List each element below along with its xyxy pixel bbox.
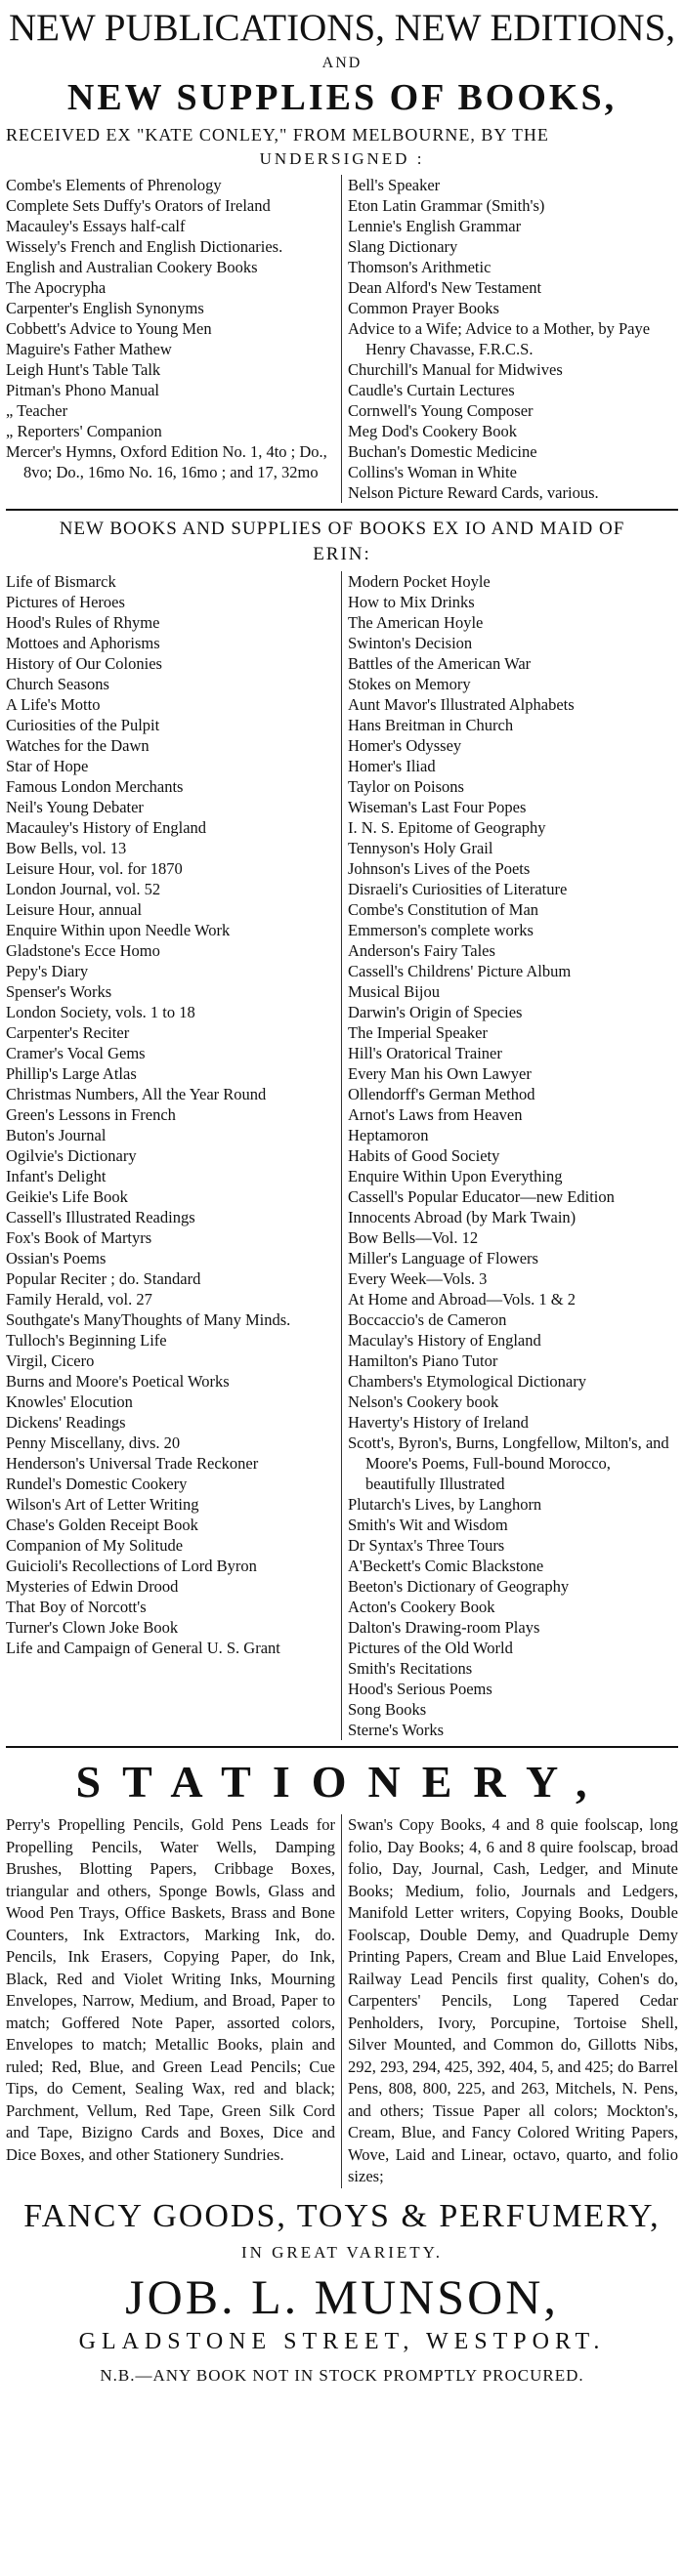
book-title: Fox's Book of Martyrs [6,1228,152,1247]
book-title: Modern Pocket Hoyle [348,572,491,591]
book-title: The Apocrypha [6,278,107,297]
book-title: Cassell's Childrens' Picture Album [348,962,572,980]
book-title: Southgate's ManyThoughts of Many Minds. [6,1310,291,1329]
book-title: Churchill's Manual for Midwives [348,360,563,379]
book-title: Dalton's Drawing-room Plays [348,1618,540,1637]
book-title: Stokes on Memory [348,675,471,693]
book-title: Cassell's Illustrated Readings [6,1208,195,1226]
book-title: Slang Dictionary [348,237,458,256]
book-title: Turner's Clown Joke Book [6,1618,179,1637]
book-title: Acton's Cookery Book [348,1598,495,1616]
book-title: Nelson's Cookery book [348,1392,499,1411]
book-title: At Home and Abroad—Vols. 1 & 2 [348,1290,576,1309]
book-title: Hamilton's Piano Tutor [348,1351,498,1370]
book-title: Virgil, Cicero [6,1351,95,1370]
book-title: Knowles' Elocution [6,1392,133,1411]
book-title: Hood's Rules of Rhyme [6,613,160,632]
book-title: London Society, vols. 1 to 18 [6,1003,195,1021]
book-title: Anderson's Fairy Tales [348,941,495,960]
book-title: Scott's, Byron's, Burns, Longfellow, Milton's, and Moore's Poems, Full-bound Morocco, beautifully Illustrated [348,1433,669,1493]
headline-new-supplies: NEW SUPPLIES OF BOOKS, [66,77,618,118]
book-title: That Boy of Norcott's [6,1598,147,1616]
book-title: Cornwell's Young Composer [348,401,534,420]
book-title: Pictures of the Old World [348,1639,513,1657]
book-title: Musical Bijou [348,982,440,1001]
book-title: Haverty's History of Ireland [348,1413,529,1432]
section2-title-cont: ERIN: [313,544,371,564]
received-line: RECEIVED EX "KATE CONLEY," FROM MELBOURNE, BY THE [6,125,549,145]
book-title: Wilson's Art of Letter Writing [6,1495,199,1514]
section1-right-column [342,175,678,503]
book-title: Sterne's Works [348,1721,445,1739]
book-title: Geikie's Life Book [6,1187,128,1206]
book-title: Mysteries of Edwin Drood [6,1577,179,1596]
book-title: Hill's Oratorical Trainer [348,1044,502,1062]
book-title: Swinton's Decision [348,634,473,652]
book-title: The Imperial Speaker [348,1023,488,1042]
book-title: Tennyson's Holy Grail [348,839,493,857]
book-title: Smith's Recitations [348,1659,473,1678]
book-title: Popular Reciter ; do. Standard [6,1269,201,1288]
book-title: Cobbett's Advice to Young Men [6,319,212,338]
book-title: Chambers's Etymological Dictionary [348,1372,587,1391]
book-title: Maguire's Father Mathew [6,340,172,358]
book-title: Battles of the American War [348,654,532,673]
book-title: History of Our Colonies [6,654,162,673]
book-title: Star of Hope [6,757,89,775]
book-title: A Life's Motto [6,695,101,714]
section2-right-column [342,571,678,1740]
book-title: Henderson's Universal Trade Reckoner [6,1454,259,1473]
book-title: Family Herald, vol. 27 [6,1290,152,1309]
section1-left-column [6,175,342,503]
headline-and: AND [321,55,363,71]
book-title: Heptamoron [348,1126,429,1144]
book-title: Enquire Within upon Needle Work [6,921,231,939]
book-title: I. N. S. Epitome of Geography [348,818,546,837]
book-title: Life and Campaign of General U. S. Grant [6,1639,280,1657]
divider [6,509,678,511]
book-title: Church Seasons [6,675,109,693]
book-title: London Journal, vol. 52 [6,880,161,898]
book-title: Curiosities of the Pulpit [6,716,160,734]
book-title: Homer's Iliad [348,757,436,775]
book-title: Song Books [348,1700,427,1719]
book-title: The American Hoyle [348,613,484,632]
book-title: Innocents Abroad (by Mark Twain) [348,1208,577,1226]
book-title: Guicioli's Recollections of Lord Byron [6,1557,257,1575]
book-title: Ogilvie's Dictionary [6,1146,137,1165]
book-title: Life of Bismarck [6,572,116,591]
section1-columns [6,175,678,503]
book-title: Phillip's Large Atlas [6,1064,137,1083]
book-title: Green's Lessons in French [6,1105,176,1124]
book-title: Mercer's Hymns, Oxford Edition No. 1, 4to ; Do., 8vo; Do., 16mo No. 16, 16mo ; and 17, 32mo [6,442,327,481]
book-title: Johnson's Lives of the Poets [348,859,531,878]
book-title: Watches for the Dawn [6,736,150,755]
book-title: Leisure Hour, annual [6,900,143,919]
book-title: Caudle's Curtain Lectures [348,381,515,399]
book-title: Homer's Odyssey [348,736,462,755]
merchant-name: JOB. L. MUNSON, [125,2268,559,2324]
book-title: Arnot's Laws from Heaven [348,1105,523,1124]
book-title: „ Reporters' Companion [6,422,162,440]
book-title: Dean Alford's New Testament [348,278,542,297]
book-title: Gladstone's Ecce Homo [6,941,160,960]
book-title: Companion of My Solitude [6,1536,184,1555]
section2-columns [6,571,678,1740]
book-title: Maculay's History of England [348,1331,541,1350]
undersigned-line: UNDERSIGNED : [259,149,425,168]
book-title: Burns and Moore's Poetical Works [6,1372,230,1391]
book-title: Every Week—Vols. 3 [348,1269,488,1288]
book-title: Aunt Mavor's Illustrated Alphabets [348,695,575,714]
book-title: Complete Sets Duffy's Orators of Ireland [6,196,271,215]
book-title: Wissely's French and English Dictionaries. [6,237,283,256]
book-title: Thomson's Arithmetic [348,258,492,276]
book-title: Collins's Woman in White [348,463,517,481]
book-title: Famous London Merchants [6,777,184,796]
book-title: Ollendorff's German Method [348,1085,535,1103]
book-title: Bow Bells—Vol. 12 [348,1228,479,1247]
book-title: Neil's Young Debater [6,798,144,816]
headline-new-publications: NEW PUBLICATIONS, NEW EDITIONS, [8,7,676,49]
book-title: A'Beckett's Comic Blackstone [348,1557,544,1575]
book-title: Common Prayer Books [348,299,499,317]
book-title: Infant's Delight [6,1167,107,1185]
book-title: Enquire Within Upon Everything [348,1167,563,1185]
book-title: Habits of Good Society [348,1146,500,1165]
book-title: Macauley's Essays half-calf [6,217,186,235]
book-title: Lennie's English Grammar [348,217,522,235]
book-title: Hood's Serious Poems [348,1680,492,1698]
merchant-address: GLADSTONE STREET, WESTPORT. [78,2328,606,2354]
book-title: Combe's Constitution of Man [348,900,539,919]
book-title: Leisure Hour, vol. for 1870 [6,859,183,878]
book-title: Smith's Wit and Wisdom [348,1516,508,1534]
fancy-goods-heading: FANCY GOODS, TOYS & PERFUMERY, [23,2197,661,2234]
book-title: Dickens' Readings [6,1413,126,1432]
book-title: Macauley's History of England [6,818,207,837]
book-title: Emmerson's complete works [348,921,534,939]
section2-left-column [6,571,342,1740]
book-title: Bell's Speaker [348,176,441,194]
book-title: „ Teacher [6,401,68,420]
book-title: Ossian's Poems [6,1249,107,1267]
book-title: Carpenter's English Synonyms [6,299,204,317]
book-title: Taylor on Poisons [348,777,464,796]
book-title: Carpenter's Reciter [6,1023,130,1042]
stationery-right-text: Swan's Copy Books, 4 and 8 quie foolscap, long folio, Day Books; 4, 6 and 8 quire foolscap, broad folio, Day, Journal, Cash, Ledger, and Minute Books; Medium, folio, Journals and Ledgers, Manifold Letter writers, Copying Books, Double Foolscap, Double Demy, and Quadruple Demy Printing Papers, Cream and Blue Laid Envelopes, Railway Lead Pencils first quality, Cohen's do, Carpenters' Pencils, Long Tapered Cedar Penholders, Ivory, Porcupine, Tortoise Shell, Silver Mounted, and Common do, Gillotts Nibs, 292, 293, 294, 425, 392, 404, 5, and 425; do Barrel Pens, 808, 800, 225, and 263, Mitchels, N. Pens, and others; Tissue Paper all colors; Mockton's, Cream, Blue, and Fancy Colored Writing Papers, Wove, Laid and Linear, octavo, quarto, and folio sizes; [348,1815,678,2185]
book-title: Beeton's Dictionary of Geography [348,1577,570,1596]
book-title: Dr Syntax's Three Tours [348,1536,505,1555]
great-variety-line: IN GREAT VARIETY. [240,2242,444,2262]
book-title: Tulloch's Beginning Life [6,1331,167,1350]
book-title: Chase's Golden Receipt Book [6,1516,198,1534]
stationery-left-text: Perry's Propelling Pencils, Gold Pens Leads for Propelling Pencils, Water Wells, Damping Brushes, Blotting Papers, Cribbage Boxes, triangular and others, Sponge Bowls, Glass and Wood Pen Trays, Office Baskets, Brass and Bone Counters, Ink Extractors, Marking Ink, do. Pencils, Ink Erasers, Copying Paper, do Ink, Black, Red and Violet Writing Inks, Mourning Envelopes, Narrow, Medium, and Broad, Paper to match; Goffered Note Paper, assorted colors, Envelopes to match; Metallic Books, plain and ruled; Red, Blue, and Green Lead Pencils; Cue Tips, do Cement, Sealing Wax, red and black; Parchment, Vellum, Red Tape, Green Silk Cord and Tape, Bizigno Cards and Boxes, Dice and Dice Boxes, and other Stationery Sundries. [6,1814,342,2188]
book-title: Pepy's Diary [6,962,89,980]
book-title: Christmas Numbers, All the Year Round [6,1085,267,1103]
book-title: Buchan's Domestic Medicine [348,442,537,461]
book-title: Wiseman's Last Four Popes [348,798,527,816]
divider [6,1746,678,1748]
book-title: Combe's Elements of Phrenology [6,176,222,194]
book-title: Hans Breitman in Church [348,716,514,734]
section2-title: NEW BOOKS AND SUPPLIES OF BOOKS EX IO AND MAID OF [59,519,625,539]
book-title: Cassell's Popular Educator—new Edition [348,1187,615,1206]
book-title: Meg Dod's Cookery Book [348,422,518,440]
book-title: Pictures of Heroes [6,593,125,611]
book-title: Darwin's Origin of Species [348,1003,523,1021]
book-title: English and Australian Cookery Books [6,258,258,276]
book-title: Penny Miscellany, divs. 20 [6,1433,181,1452]
nota-bene-line: N.B.—ANY BOOK NOT IN STOCK PROMPTLY PROCURED. [100,2365,584,2385]
book-title: Miller's Language of Flowers [348,1249,538,1267]
book-title: How to Mix Drinks [348,593,475,611]
stationery-heading: STATIONERY, [75,1757,609,1807]
stationery-columns [6,1814,678,2188]
book-title: Eton Latin Grammar (Smith's) [348,196,545,215]
book-title: Leigh Hunt's Table Talk [6,360,161,379]
book-title: Spenser's Works [6,982,112,1001]
book-title: Pitman's Phono Manual [6,381,159,399]
book-title: Every Man his Own Lawyer [348,1064,532,1083]
book-title: Advice to a Wife; Advice to a Mother, by Paye Henry Chavasse, F.R.C.S. [348,319,651,358]
book-title: Cramer's Vocal Gems [6,1044,146,1062]
book-title: Boccaccio's de Cameron [348,1310,507,1329]
book-title: Mottoes and Aphorisms [6,634,160,652]
book-title: Buton's Journal [6,1126,107,1144]
book-title: Nelson Picture Reward Cards, various. [348,483,599,502]
book-title: Disraeli's Curiosities of Literature [348,880,568,898]
book-title: Bow Bells, vol. 13 [6,839,127,857]
book-title: Plutarch's Lives, by Langhorn [348,1495,542,1514]
book-title: Rundel's Domestic Cookery [6,1475,188,1493]
